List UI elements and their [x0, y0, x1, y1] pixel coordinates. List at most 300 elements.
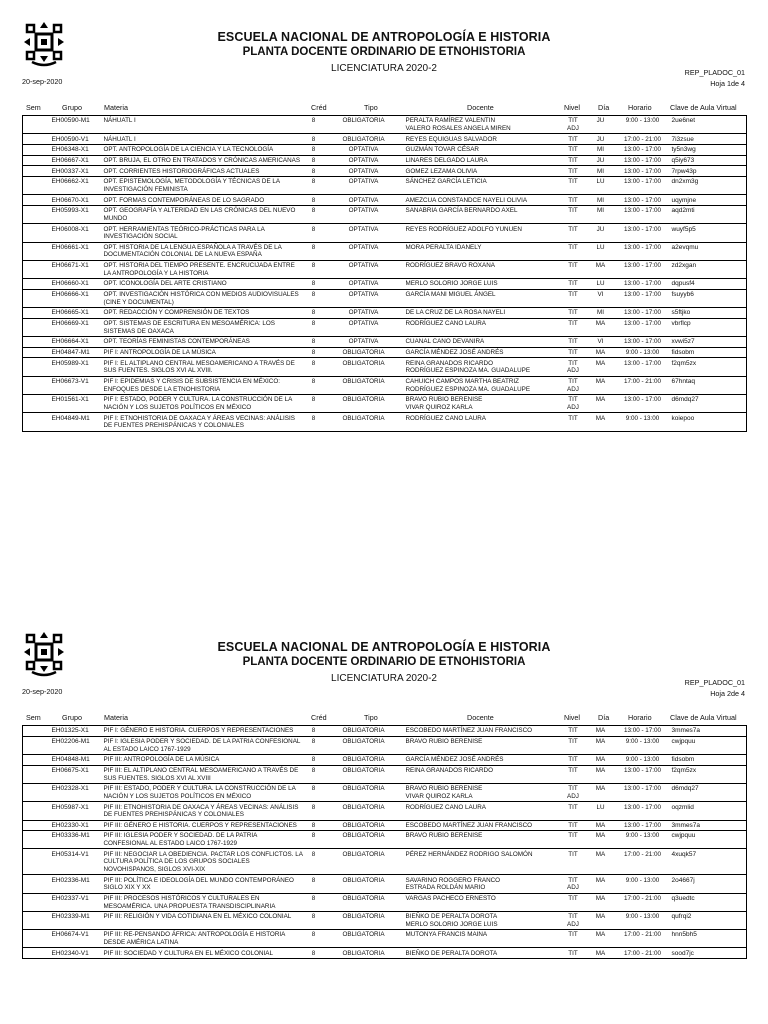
table-body: [23, 116, 747, 432]
table-row: [23, 911, 747, 929]
nivel-value: TIT: [568, 196, 578, 204]
aula-cell: xvwi5z7: [671, 337, 747, 348]
grupo-cell: EH06661-X1: [51, 242, 103, 260]
table-row: [23, 831, 747, 849]
grupo-cell: EH01561-X1: [51, 395, 103, 413]
report-id: REP_PLADOC_01: [684, 678, 745, 687]
tipo-cell: OBLIGATORIA: [323, 736, 405, 754]
nivel-cell: [560, 736, 587, 754]
table-row: [23, 347, 747, 358]
aula-cell: dqpusf4: [671, 279, 747, 290]
docente-cell: [405, 116, 560, 134]
sem-cell: [23, 318, 51, 336]
materia-cell: NÁHUATL I: [103, 134, 305, 145]
nivel-value: TIT: [568, 727, 578, 735]
table-row: [23, 166, 747, 177]
tipo-cell: OPTATIVA: [323, 166, 405, 177]
horario-cell: 13:00 - 17:00: [615, 820, 671, 831]
nivel-value: TIT: [568, 262, 578, 270]
cred-cell: 8: [305, 260, 323, 278]
tipo-cell: OBLIGATORIA: [323, 820, 405, 831]
col-horario: Horario: [628, 103, 652, 112]
docente-name: BIEÑKO DE PERALTA DOROTA: [405, 913, 498, 921]
sem-cell: [23, 726, 51, 737]
docente-cell: [405, 875, 560, 893]
sem-cell: [23, 376, 51, 394]
cred-cell: 8: [305, 166, 323, 177]
docente-name: AMEZCUA CONSTANDCE NAYELI OLIVIA: [405, 196, 528, 204]
aula-cell: dn2xm3g: [671, 177, 747, 195]
docente-cell: [405, 260, 560, 278]
tipo-cell: OBLIGATORIA: [323, 726, 405, 737]
docente-name: ESCOBEDO MARTÍNEZ JUAN FRANCISCO: [405, 727, 533, 735]
enah-logo-icon: [22, 20, 66, 68]
sem-cell: [23, 144, 51, 155]
horario-cell: 13:00 - 17:00: [615, 802, 671, 820]
nivel-value: TIT: [568, 349, 578, 357]
table-row: [23, 948, 747, 959]
materia-cell: PIF I: GÉNERO E HISTORIA. CUERPOS Y REPRESENTACIONES: [103, 726, 305, 737]
aula-cell: d6mdq27: [671, 395, 747, 413]
nivel-cell: [560, 831, 587, 849]
tipo-cell: OBLIGATORIA: [323, 765, 405, 783]
docente-name: MORA PERALTA IDANELY: [405, 243, 482, 251]
horario-cell: 17:00 - 21:00: [615, 893, 671, 911]
docente-cell: [405, 206, 560, 224]
dia-cell: VI: [587, 289, 615, 307]
docente-name: RODRÍGUEZ CANO LAURA: [405, 320, 486, 328]
grupo-cell: EH00590-M1: [51, 116, 103, 134]
tipo-cell: OBLIGATORIA: [323, 893, 405, 911]
dia-cell: MA: [587, 736, 615, 754]
table-row: [23, 875, 747, 893]
nivel-cell: [560, 260, 587, 278]
nivel-value: ADJ: [567, 367, 579, 375]
nivel-value: TIT: [568, 207, 578, 215]
docente-cell: [405, 155, 560, 166]
docente-name: GUZMÁN TOVAR CÉSAR: [405, 146, 479, 154]
table-row: [23, 358, 747, 376]
docente-cell: [405, 413, 560, 431]
col-sem: Sem: [26, 713, 41, 722]
docente-cell: [405, 802, 560, 820]
nivel-value: TIT: [568, 737, 578, 745]
nivel-cell: [560, 802, 587, 820]
docente-cell: [405, 134, 560, 145]
page-number: Hoja 1de 4: [710, 79, 745, 88]
nivel-cell: [560, 289, 587, 307]
table-row: [23, 930, 747, 948]
tipo-cell: OBLIGATORIA: [323, 413, 405, 431]
horario-cell: 13:00 - 17:00: [615, 242, 671, 260]
horario-cell: 9:00 - 13:00: [615, 347, 671, 358]
docente-name: BIEÑKO DE PERALTA DOROTA: [405, 949, 498, 957]
dia-cell: MA: [587, 783, 615, 801]
materia-cell: PIF III: NEGOCIAR LA OBEDIENCIA. PACTAR LOS CONFLICTOS. LA CULTURA POLÍTICA DE LOS GRUPOS SOCIALES NOVOHISPANOS, SIGLOS XVI-XIX: [103, 850, 303, 873]
dia-cell: MI: [587, 308, 615, 319]
grupo-cell: EH02337-V1: [51, 893, 103, 911]
col-docente: Docente: [467, 103, 494, 112]
dia-cell: JU: [587, 116, 615, 134]
aula-cell: fidsobm: [671, 754, 747, 765]
cred-cell: 8: [305, 783, 323, 801]
materia-cell: OPT. TEORÍAS FEMINISTAS CONTEMPORÁNEAS: [103, 337, 305, 348]
nivel-value: ADJ: [567, 884, 579, 892]
grupo-cell: EH06674-V1: [51, 930, 103, 948]
nivel-value: TIT: [568, 338, 578, 346]
cred-cell: 8: [305, 831, 323, 849]
docente-cell: [405, 279, 560, 290]
dia-cell: MA: [587, 347, 615, 358]
docente-cell: [405, 765, 560, 783]
grupo-cell: EH03336-M1: [51, 831, 103, 849]
grupo-cell: EH06669-X1: [51, 318, 103, 336]
grupo-cell: EH06662-X1: [51, 177, 103, 195]
dia-cell: MA: [587, 754, 615, 765]
dia-cell: MA: [587, 726, 615, 737]
report-date: 20-sep-2020: [22, 77, 63, 86]
cred-cell: 8: [305, 413, 323, 431]
docente-name: PÉREZ HERNÁNDEZ RODRIGO SALOMÓN: [405, 850, 533, 858]
sem-cell: [23, 849, 51, 875]
docente-cell: [405, 849, 560, 875]
nivel-value: TIT: [568, 785, 578, 793]
tipo-cell: OPTATIVA: [323, 144, 405, 155]
table-row: [23, 849, 747, 875]
cred-cell: 8: [305, 224, 323, 242]
docente-name: BRAVO RUBIO BERENISE: [405, 737, 483, 745]
nivel-value: TIT: [568, 821, 578, 829]
materia-cell: PIF III: ESTADO, PODER Y CULTURA. LA CONSTRUCCIÓN DE LA NACIÓN Y LOS SUJETOS POLÍTICOS EN MÉXICO: [103, 783, 305, 801]
sem-cell: [23, 820, 51, 831]
institution-title: ESCUELA NACIONAL DE ANTROPOLOGÍA E HISTORIA: [217, 30, 551, 44]
dia-cell: MA: [587, 930, 615, 948]
docente-cell: [405, 337, 560, 348]
horario-cell: 13:00 - 17:00: [615, 783, 671, 801]
table-row: [23, 337, 747, 348]
docente-name: BRAVO RUBIO BERENISE: [405, 785, 483, 793]
aula-cell: koiepoo: [671, 413, 747, 431]
docente-name: VARGAS PACHECO ERNESTO: [405, 894, 496, 902]
nivel-value: TIT: [568, 766, 578, 774]
docente-name: SÁNCHEZ GARCÍA LETICIA: [405, 178, 487, 186]
docente-cell: [405, 224, 560, 242]
cred-cell: 8: [305, 177, 323, 195]
tipo-cell: OBLIGATORIA: [323, 754, 405, 765]
table-row: [23, 376, 747, 394]
grupo-cell: EH04847-M1: [51, 347, 103, 358]
tipo-cell: OBLIGATORIA: [323, 930, 405, 948]
horario-cell: 9:00 - 13:00: [615, 875, 671, 893]
docente-cell: [405, 195, 560, 206]
nivel-value: TIT: [568, 894, 578, 902]
table-row: [23, 820, 747, 831]
sem-cell: [23, 930, 51, 948]
docente-name: SAVARINO ROGGERO FRANCO: [405, 876, 501, 884]
horario-cell: 13:00 - 17:00: [615, 177, 671, 195]
sem-cell: [23, 395, 51, 413]
grupo-cell: EH06673-V1: [51, 376, 103, 394]
cred-cell: 8: [305, 289, 323, 307]
horario-cell: 13:00 - 17:00: [615, 195, 671, 206]
sem-cell: [23, 289, 51, 307]
docente-name: GOMEZ LEZAMA OLIVIA: [405, 167, 478, 175]
docente-name: VIVAR QUIROZ KARLA: [405, 403, 473, 411]
horario-cell: 17:00 - 21:00: [615, 134, 671, 145]
materia-cell: PIF III: GÉNERO E HISTORIA. CUERPOS Y REPRESENTACIONES: [103, 820, 305, 831]
nivel-value: TIT: [568, 167, 578, 175]
aula-cell: uqymjne: [671, 195, 747, 206]
sem-cell: [23, 736, 51, 754]
tipo-cell: OBLIGATORIA: [323, 802, 405, 820]
nivel-cell: [560, 166, 587, 177]
nivel-value: TIT: [568, 414, 578, 422]
enah-logo-icon: [22, 630, 66, 678]
nivel-cell: [560, 242, 587, 260]
sem-cell: [23, 948, 51, 959]
horario-cell: 9:00 - 13:00: [615, 736, 671, 754]
sem-cell: [23, 206, 51, 224]
aula-cell: f2qm5zx: [671, 358, 747, 376]
horario-cell: 17:00 - 21:00: [615, 376, 671, 394]
table-row: [23, 395, 747, 413]
docente-cell: [405, 948, 560, 959]
tipo-cell: OPTATIVA: [323, 177, 405, 195]
grupo-cell: EH02336-M1: [51, 875, 103, 893]
sem-cell: [23, 337, 51, 348]
grupo-cell: EH06008-X1: [51, 224, 103, 242]
aula-cell: aqd2mti: [671, 206, 747, 224]
materia-cell: OPT. ICONOLOGÍA DEL ARTE CRISTIANO: [103, 279, 305, 290]
grupo-cell: EH06348-X1: [51, 144, 103, 155]
docente-cell: [405, 144, 560, 155]
grupo-cell: EH06675-X1: [51, 765, 103, 783]
aula-cell: 3mmes7a: [671, 726, 747, 737]
cred-cell: 8: [305, 116, 323, 134]
docente-cell: [405, 347, 560, 358]
grupo-cell: EH00337-X1: [51, 166, 103, 177]
aula-cell: vbrflcp: [671, 318, 747, 336]
horario-cell: 17:00 - 21:00: [615, 948, 671, 959]
materia-cell: OPT. HISTORIA DEL TIEMPO PRESENTE. ENCRUCIJADA ENTRE LA ANTROPOLOGÍA Y LA HISTORIA: [103, 260, 305, 278]
horario-cell: 13:00 - 17:00: [615, 166, 671, 177]
grupo-cell: EH06666-X1: [51, 289, 103, 307]
table-row: [23, 260, 747, 278]
materia-cell: OPT. FORMAS CONTEMPORÁNEAS DE LO SAGRADO: [103, 195, 305, 206]
table-row: [23, 318, 747, 336]
docente-cell: [405, 308, 560, 319]
dia-cell: MA: [587, 765, 615, 783]
tipo-cell: OBLIGATORIA: [323, 875, 405, 893]
sem-cell: [23, 765, 51, 783]
cred-cell: 8: [305, 948, 323, 959]
sem-cell: [23, 754, 51, 765]
report-id: REP_PLADOC_01: [684, 68, 745, 77]
nivel-cell: [560, 820, 587, 831]
docente-name: SANABRIA GARCÍA BERNARDO AXEL: [405, 207, 518, 215]
materia-cell: PIF III: POLÍTICA E IDEOLOGÍA DEL MUNDO CONTEMPORÁNEO SIGLO XIX Y XX: [103, 875, 305, 893]
report-id-block: [685, 677, 745, 699]
aula-cell: fsuyyb6: [671, 289, 747, 307]
table-row: [23, 765, 747, 783]
horario-cell: 13:00 - 17:00: [615, 726, 671, 737]
cred-cell: 8: [305, 347, 323, 358]
nivel-cell: [560, 930, 587, 948]
nivel-value: TIT: [568, 135, 578, 143]
tipo-cell: OPTATIVA: [323, 308, 405, 319]
grupo-cell: EH00590-V1: [51, 134, 103, 145]
grupo-cell: EH06670-X1: [51, 195, 103, 206]
nivel-value: TIT: [568, 359, 578, 367]
materia-cell: OPT. CORRIENTES HISTORIOGRÁFICAS ACTUALES: [103, 166, 305, 177]
table-row: [23, 134, 747, 145]
nivel-value: TIT: [568, 320, 578, 328]
dia-cell: MA: [587, 820, 615, 831]
docente-name: GARCÍA MANI MIGUEL ÁNGEL: [405, 291, 496, 299]
horario-cell: 9:00 - 13:00: [615, 413, 671, 431]
dia-cell: MA: [587, 395, 615, 413]
nivel-value: TIT: [568, 803, 578, 811]
aula-cell: f2qm5zx: [671, 765, 747, 783]
grupo-cell: EH02328-X1: [51, 783, 103, 801]
col-tipo: Tipo: [364, 713, 378, 722]
docente-name: REYES EQUIGUAS SALVADOR: [405, 135, 497, 143]
nivel-cell: [560, 308, 587, 319]
table-row: [23, 893, 747, 911]
materia-cell: PIF I: ANTROPOLOGÍA DE LA MÚSICA: [103, 347, 305, 358]
aula-cell: qufrqi2: [671, 911, 747, 929]
materia-cell: PIF I: ETNOHISTORIA DE OAXACA Y ÁREAS VECINAS: ANÁLISIS DE FUENTES PREHISPÁNICAS Y COLONIALES: [103, 413, 305, 431]
materia-cell: OPT. INVESTIGACIÓN HISTÓRICA CON MEDIOS AUDIOVISUALES (CINE Y DOCUMENTAL): [103, 289, 305, 307]
materia-cell: PIF I: ESTADO, PODER Y CULTURA. LA CONSTRUCCIÓN DE LA NACIÓN Y LOS SUJETOS POLÍTICOS EN MÉXICO: [103, 395, 305, 413]
docente-cell: [405, 289, 560, 307]
col-cred: Créd: [311, 713, 327, 722]
nivel-cell: [560, 358, 587, 376]
cred-cell: 8: [305, 802, 323, 820]
grupo-cell: EH06664-X1: [51, 337, 103, 348]
grupo-cell: EH06660-X1: [51, 279, 103, 290]
schedule-table-page-1: [22, 115, 747, 432]
col-sem: Sem: [26, 103, 41, 112]
docente-cell: [405, 930, 560, 948]
nivel-cell: [560, 754, 587, 765]
dia-cell: LU: [587, 242, 615, 260]
cred-cell: 8: [305, 318, 323, 336]
nivel-value: TIT: [568, 225, 578, 233]
docente-cell: [405, 893, 560, 911]
docente-name: REINA GRANADOS RICARDO: [405, 359, 493, 367]
sem-cell: [23, 279, 51, 290]
col-dia: Día: [598, 713, 610, 722]
cred-cell: 8: [305, 754, 323, 765]
aula-cell: q5iy673: [671, 155, 747, 166]
docente-name: CUANAL CANO DEVANIRA: [405, 338, 485, 346]
aula-cell: cwjpquu: [671, 831, 747, 849]
sem-cell: [23, 134, 51, 145]
tipo-cell: OPTATIVA: [323, 260, 405, 278]
sem-cell: [23, 195, 51, 206]
table-row: [23, 308, 747, 319]
cred-cell: 8: [305, 726, 323, 737]
materia-cell: PIF III: IGLESIA PODER Y SOCIEDAD. DE LA PATRIA CONFESIONAL AL ESTADO LAICO 1767-1929: [103, 831, 305, 849]
nivel-value: TIT: [568, 396, 578, 404]
docente-name: MUTONYA FRANCIS MAINA: [405, 931, 488, 939]
horario-cell: 9:00 - 13:00: [615, 911, 671, 929]
aula-cell: 2o4667j: [671, 875, 747, 893]
dia-cell: MI: [587, 144, 615, 155]
cred-cell: 8: [305, 337, 323, 348]
docente-cell: [405, 831, 560, 849]
dia-cell: MA: [587, 911, 615, 929]
tipo-cell: OBLIGATORIA: [323, 134, 405, 145]
cred-cell: 8: [305, 279, 323, 290]
docente-cell: [405, 318, 560, 336]
dia-cell: MA: [587, 948, 615, 959]
cred-cell: 8: [305, 134, 323, 145]
tipo-cell: OBLIGATORIA: [323, 831, 405, 849]
col-docente: Docente: [467, 713, 494, 722]
tipo-cell: OPTATIVA: [323, 224, 405, 242]
col-materia: Materia: [104, 713, 128, 722]
nivel-cell: [560, 224, 587, 242]
nivel-value: TIT: [568, 291, 578, 299]
aula-cell: fidsobm: [671, 347, 747, 358]
cred-cell: 8: [305, 144, 323, 155]
tipo-cell: OPTATIVA: [323, 337, 405, 348]
sem-cell: [23, 166, 51, 177]
dia-cell: MA: [587, 376, 615, 394]
tipo-cell: OPTATIVA: [323, 242, 405, 260]
grupo-cell: EH04848-M1: [51, 754, 103, 765]
tipo-cell: OBLIGATORIA: [323, 849, 405, 875]
table-row: [23, 726, 747, 737]
horario-cell: 13:00 - 17:00: [615, 279, 671, 290]
grupo-cell: EH05993-X1: [51, 206, 103, 224]
nivel-cell: [560, 893, 587, 911]
materia-cell: PIF III: EL ALTIPLANO CENTRAL MESOAMERICANO A TRAVÉS DE SUS FUENTES. SIGLOS XVI AL XVIII: [103, 765, 305, 783]
nivel-cell: [560, 783, 587, 801]
dia-cell: MA: [587, 260, 615, 278]
dia-cell: MA: [587, 831, 615, 849]
cred-cell: 8: [305, 242, 323, 260]
nivel-cell: [560, 413, 587, 431]
sem-cell: [23, 783, 51, 801]
docente-name: ESCOBEDO MARTÍNEZ JUAN FRANCISCO: [405, 821, 533, 829]
tipo-cell: OBLIGATORIA: [323, 347, 405, 358]
dia-cell: MA: [587, 413, 615, 431]
docente-cell: [405, 376, 560, 394]
cred-cell: 8: [305, 155, 323, 166]
nivel-value: TIT: [568, 832, 578, 840]
materia-cell: PIF III: SOCIEDAD Y CULTURA EN EL MÉXICO COLONIAL: [103, 948, 305, 959]
cred-cell: 8: [305, 893, 323, 911]
col-grupo: Grupo: [62, 103, 82, 112]
cred-cell: 8: [305, 736, 323, 754]
materia-cell: OPT. ANTROPOLOGÍA DE LA CIENCIA Y LA TECNOLOGÍA: [103, 144, 305, 155]
docente-name: DE LA CRUZ DE LA ROSA NAYELI: [405, 309, 506, 317]
aula-cell: 2ue6net: [671, 116, 747, 134]
tipo-cell: OBLIGATORIA: [323, 376, 405, 394]
institution-title: ESCUELA NACIONAL DE ANTROPOLOGÍA E HISTORIA: [217, 640, 551, 654]
cred-cell: 8: [305, 395, 323, 413]
horario-cell: 17:00 - 21:00: [615, 849, 671, 875]
aula-cell: 4xuqk57: [671, 849, 747, 875]
sem-cell: [23, 893, 51, 911]
col-materia: Materia: [104, 103, 128, 112]
table-row: [23, 195, 747, 206]
sem-cell: [23, 802, 51, 820]
table-row: [23, 279, 747, 290]
